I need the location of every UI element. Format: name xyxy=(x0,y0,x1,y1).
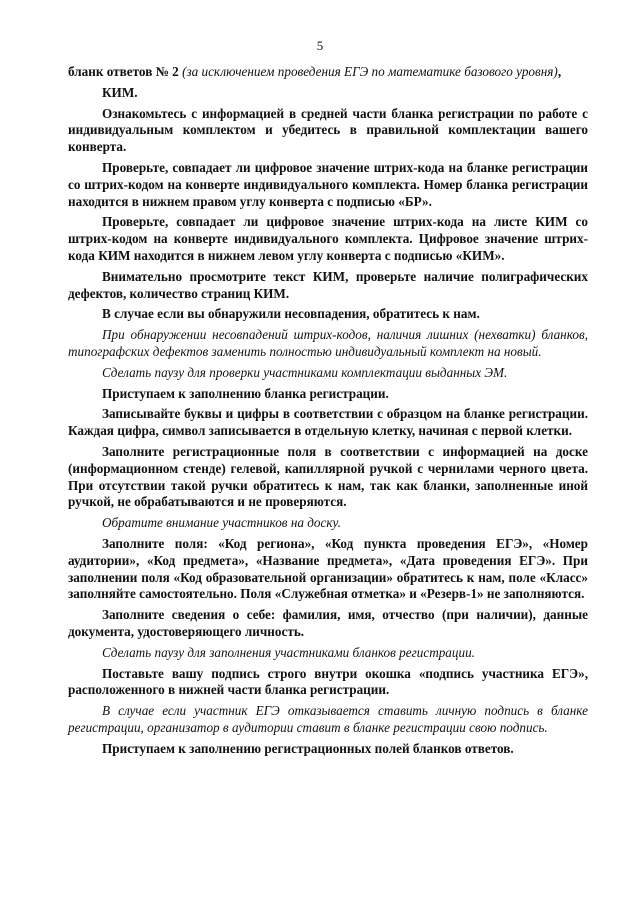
document-body xyxy=(68,64,588,761)
paragraph: В случае если участник ЕГЭ отказывается ставить личную подпись в бланке регистрации, организатор в аудитории ставит в бланке регистрации свою подпись. xyxy=(68,703,588,735)
paragraph: Ознакомьтесь с информацией в средней части бланка регистрации по работе с индивидуальным комплектом и убедитесь в правильной комплектации вашего конверта. xyxy=(68,105,588,155)
italic-run: (за исключением проведения ЕГЭ по математике базового уровня) xyxy=(182,64,558,79)
paragraph: Проверьте, совпадает ли цифровое значение штрих-кода на бланке регистрации со штрих-кодом на конверте индивидуального комплекта. Номер бланка регистрации находится в нижнем правом углу конверта с подписью «БР». xyxy=(68,159,588,209)
paragraph: Приступаем к заполнению бланка регистрации. xyxy=(102,385,389,401)
paragraph: Проверьте, совпадает ли цифровое значение штрих-кода на листе КИМ со штрих-кодом на конверте индивидуального комплекта. Цифровое значение штрих-кода КИМ находится в нижнем левом углу конверта с подписью «КИМ». xyxy=(68,214,588,263)
page-number: 5 xyxy=(316,38,324,53)
paragraph: Сделать паузу для проверки участниками комплектации выданных ЭМ. xyxy=(102,364,508,380)
paragraph: Поставьте вашу подпись строго внутри окошка «подпись участника ЕГЭ», расположенного в нижней части бланка регистрации. xyxy=(68,665,588,698)
bold-run: бланк ответов № 2 xyxy=(68,64,183,79)
paragraph: Приступаем к заполнению регистрационных полей бланков ответов. xyxy=(102,740,514,756)
paragraph: Заполните регистрационные поля в соответствии с информацией на доске (информационном стенде) гелевой, капиллярной ручкой с чернилами черного цвета. При отсутствии такой ручки обратитесь к нам, так как бланки, заполненные иной ручкой, не обрабатываются и не проверяются. xyxy=(68,443,588,510)
tail-run: , xyxy=(557,64,562,79)
paragraph: Сделать паузу для заполнения участниками бланков регистрации. xyxy=(102,644,475,660)
paragraph: КИМ. xyxy=(102,84,138,100)
paragraph: Заполните поля: «Код региона», «Код пункта проведения ЕГЭ», «Номер аудитории», «Код предмета», «Название предмета», «Дата проведения ЕГЭ». При заполнении поля «Код образовательной организации» обратитесь к нам, поле «Класс» заполняйте самостоятельно. Поля «Служебная отметка» и «Резерв-1» не заполняются. xyxy=(68,535,588,602)
paragraph: Заполните сведения о себе: фамилия, имя, отчество (при наличии), данные документа, удостоверяющего личность. xyxy=(68,607,588,639)
paragraph: В случае если вы обнаружили несовпадения, обратитесь к нам. xyxy=(102,306,480,322)
paragraph xyxy=(68,64,588,81)
paragraph: При обнаружении несовпадений штрих-кодов, наличия лишних (нехватки) бланков, типографских дефектов заменить полностью индивидуальный комплект на новый. xyxy=(68,327,588,359)
paragraph: Обратите внимание участников на доску. xyxy=(102,515,341,531)
paragraph: Внимательно просмотрите текст КИМ, проверьте наличие полиграфических дефектов, количество страниц КИМ. xyxy=(68,268,588,301)
paragraph: Записывайте буквы и цифры в соответствии с образцом на бланке регистрации. Каждая цифра, символ записывается в отдельную клетку, начиная с первой клетки. xyxy=(68,406,588,439)
